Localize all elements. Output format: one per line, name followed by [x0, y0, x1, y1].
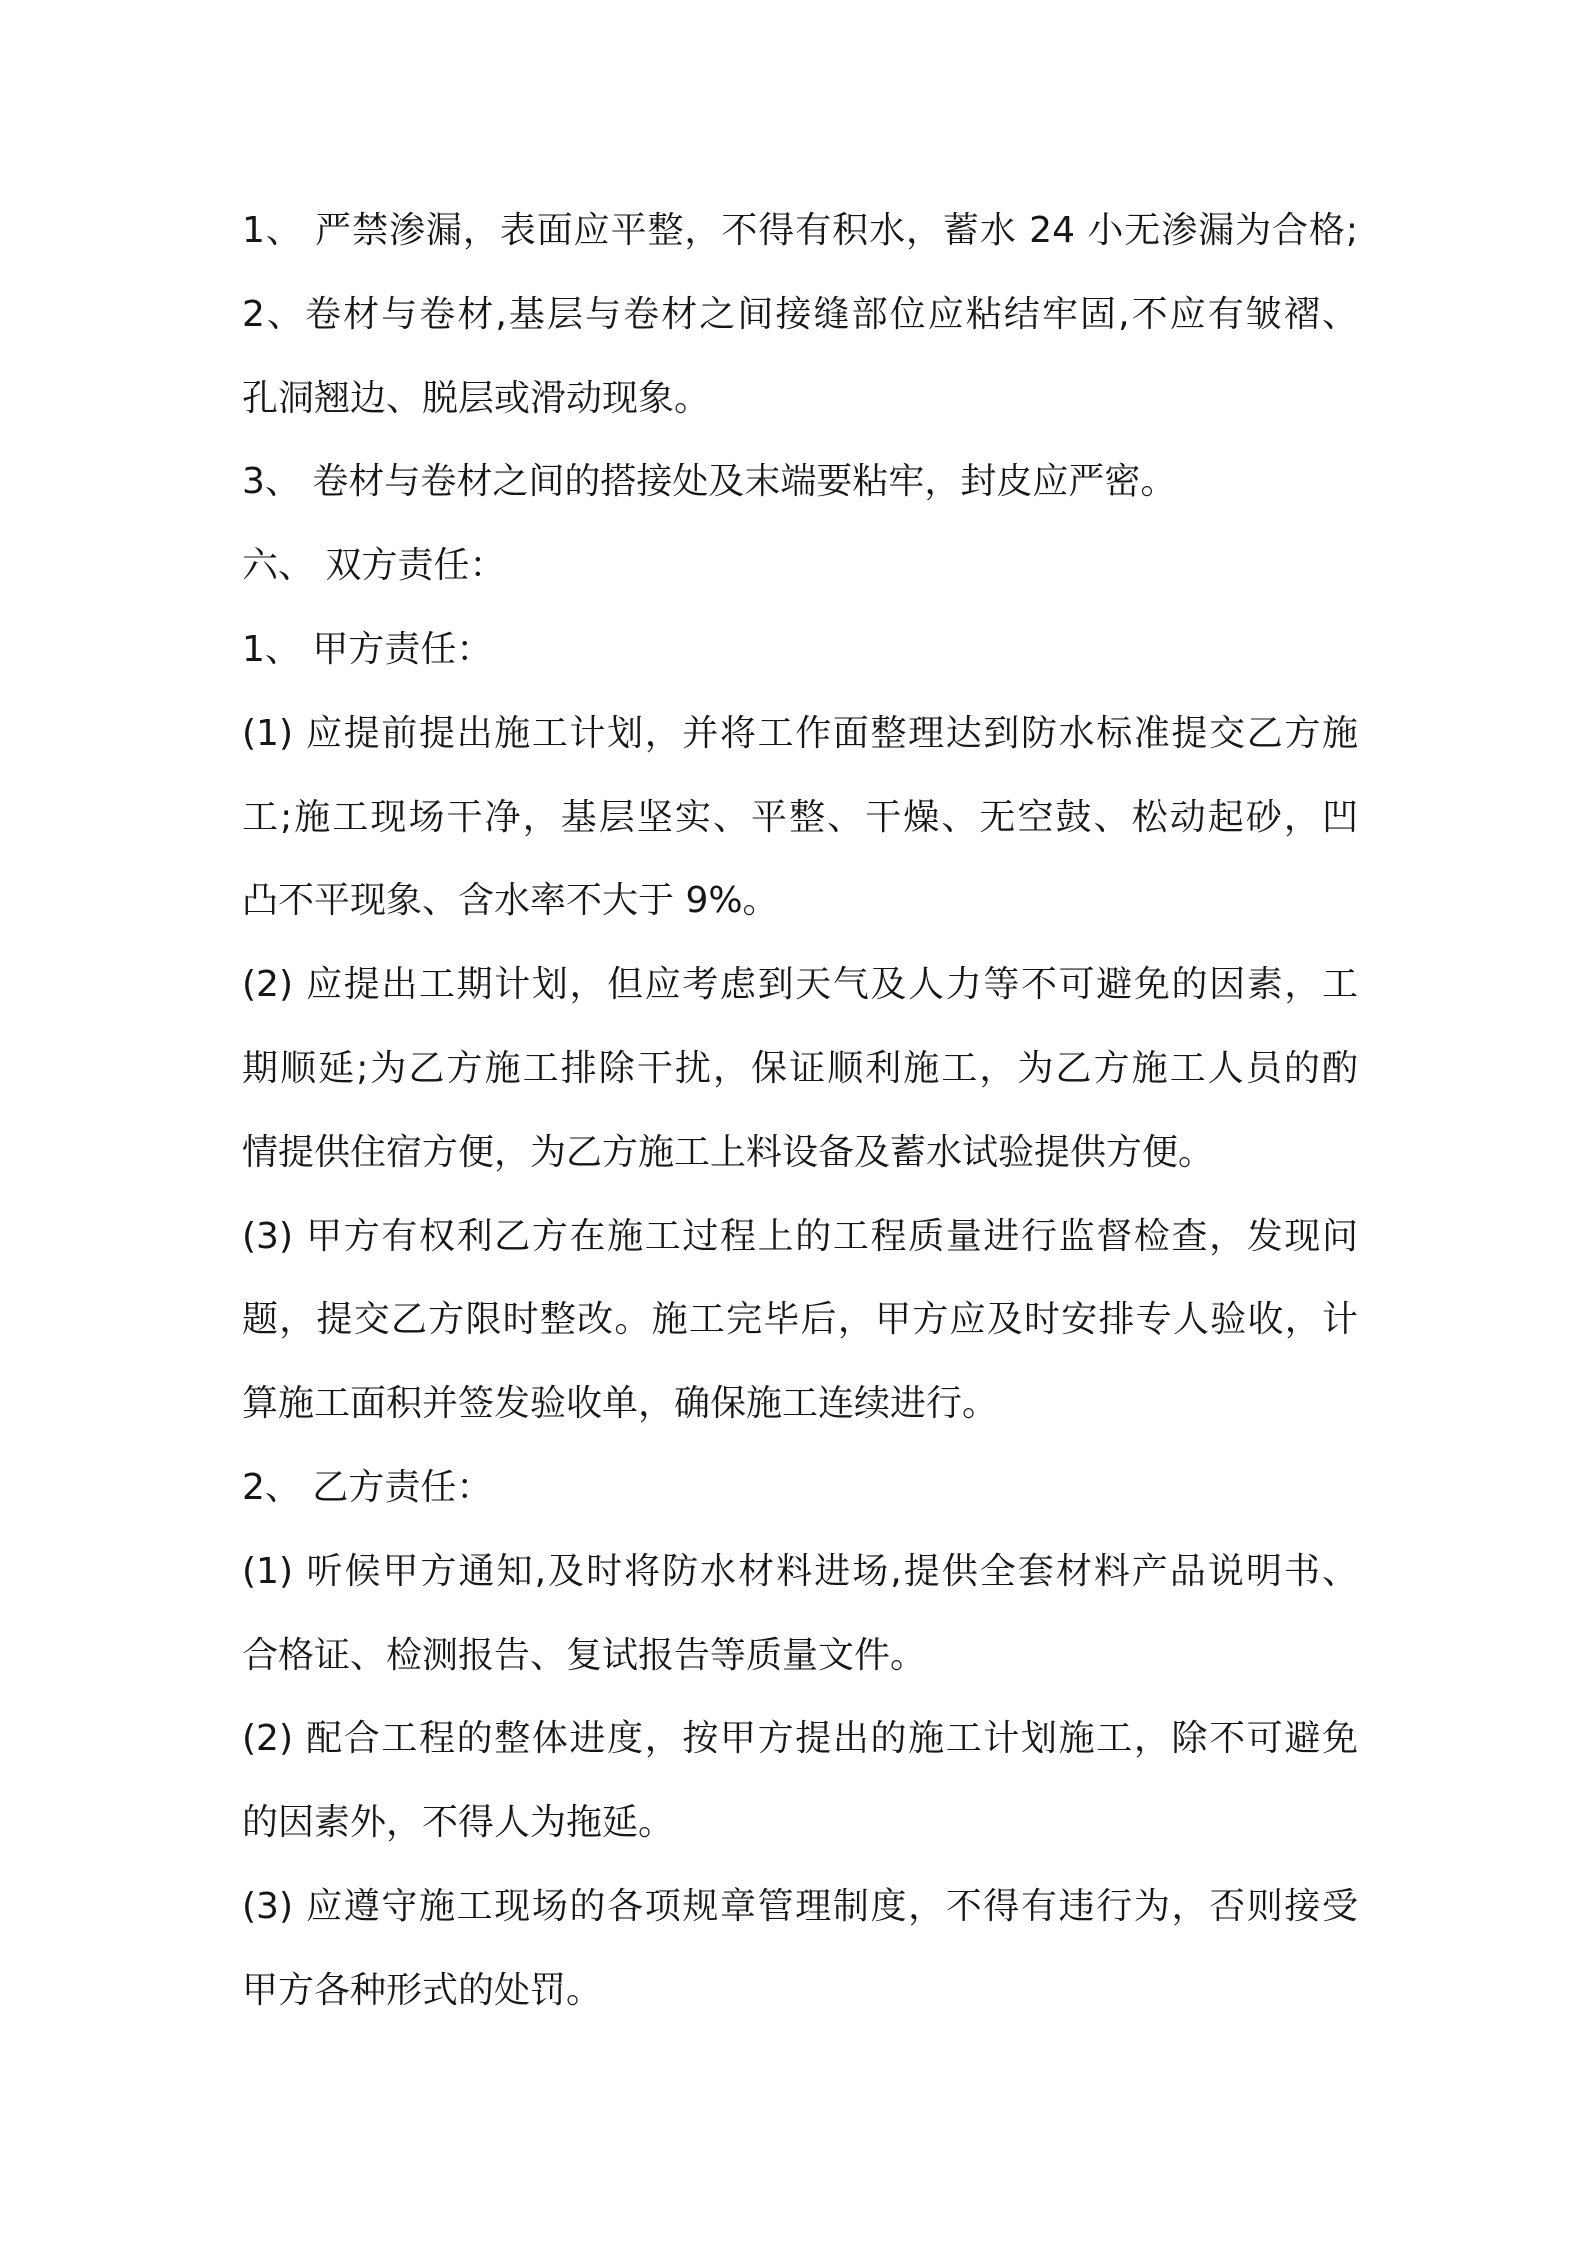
document-body: [242, 189, 1358, 2033]
clause-line: 3、 卷材与卷材之间的搭接处及末端要粘牢，封皮应严密。: [242, 461, 1177, 503]
clause-line: 算施工面积并签发验收单，确保施工连续进行。: [242, 1383, 999, 1425]
clause-line: (3) 应遵守施工现场的各项规章管理制度，不得有违行为，否则接受: [242, 1885, 1358, 1927]
clause-line: 情提供住宿方便，为乙方施工上料设备及蓄水试验提供方便。: [242, 1131, 1215, 1173]
clause-line: 题，提交乙方限时整改。施工完毕后，甲方应及时安排专人验收，计: [242, 1299, 1358, 1341]
clause-line: (1) 听候甲方通知,及时将防水材料进场,提供全套材料产品说明书、: [242, 1550, 1358, 1592]
section-heading: 六、 双方责任：: [242, 545, 506, 587]
subsection-heading: 1、 甲方责任：: [242, 628, 493, 670]
clause-line: 孔洞翘边、脱层或滑动现象。: [242, 377, 711, 419]
clause-line: 合格证、检测报告、复试报告等质量文件。: [242, 1634, 927, 1676]
clause-line: (3) 甲方有权利乙方在施工过程上的工程质量进行监督检查，发现问: [242, 1215, 1358, 1257]
clause-line: 凸不平现象、含水率不大于 9%。: [242, 880, 779, 922]
clause-line: 1、 严禁渗漏，表面应平整，不得有积水，蓄水 24 小无渗漏为合格;: [242, 210, 1358, 251]
clause-line: 期顺延;为乙方施工排除干扰，保证顺利施工，为乙方施工人员的酌: [242, 1047, 1358, 1089]
clause-line: 工;施工现场干净，基层坚实、平整、干燥、无空鼓、松动起砂，凹: [242, 796, 1358, 838]
subsection-heading: 2、 乙方责任：: [242, 1466, 493, 1508]
clause-line: (2) 应提出工期计划，但应考虑到天气及人力等不可避免的因素，工: [242, 964, 1358, 1006]
clause-line: 2、卷材与卷材,基层与卷材之间接缝部位应粘结牢固,不应有皱褶、: [242, 293, 1358, 335]
clause-line: 的因素外，不得人为拖延。: [242, 1802, 675, 1844]
clause-line: (1) 应提前提出施工计划，并将工作面整理达到防水标准提交乙方施: [242, 712, 1358, 754]
clause-line: (2) 配合工程的整体进度，按甲方提出的施工计划施工，除不可避免: [242, 1718, 1358, 1760]
clause-line: 甲方各种形式的处罚。: [242, 1969, 603, 2011]
